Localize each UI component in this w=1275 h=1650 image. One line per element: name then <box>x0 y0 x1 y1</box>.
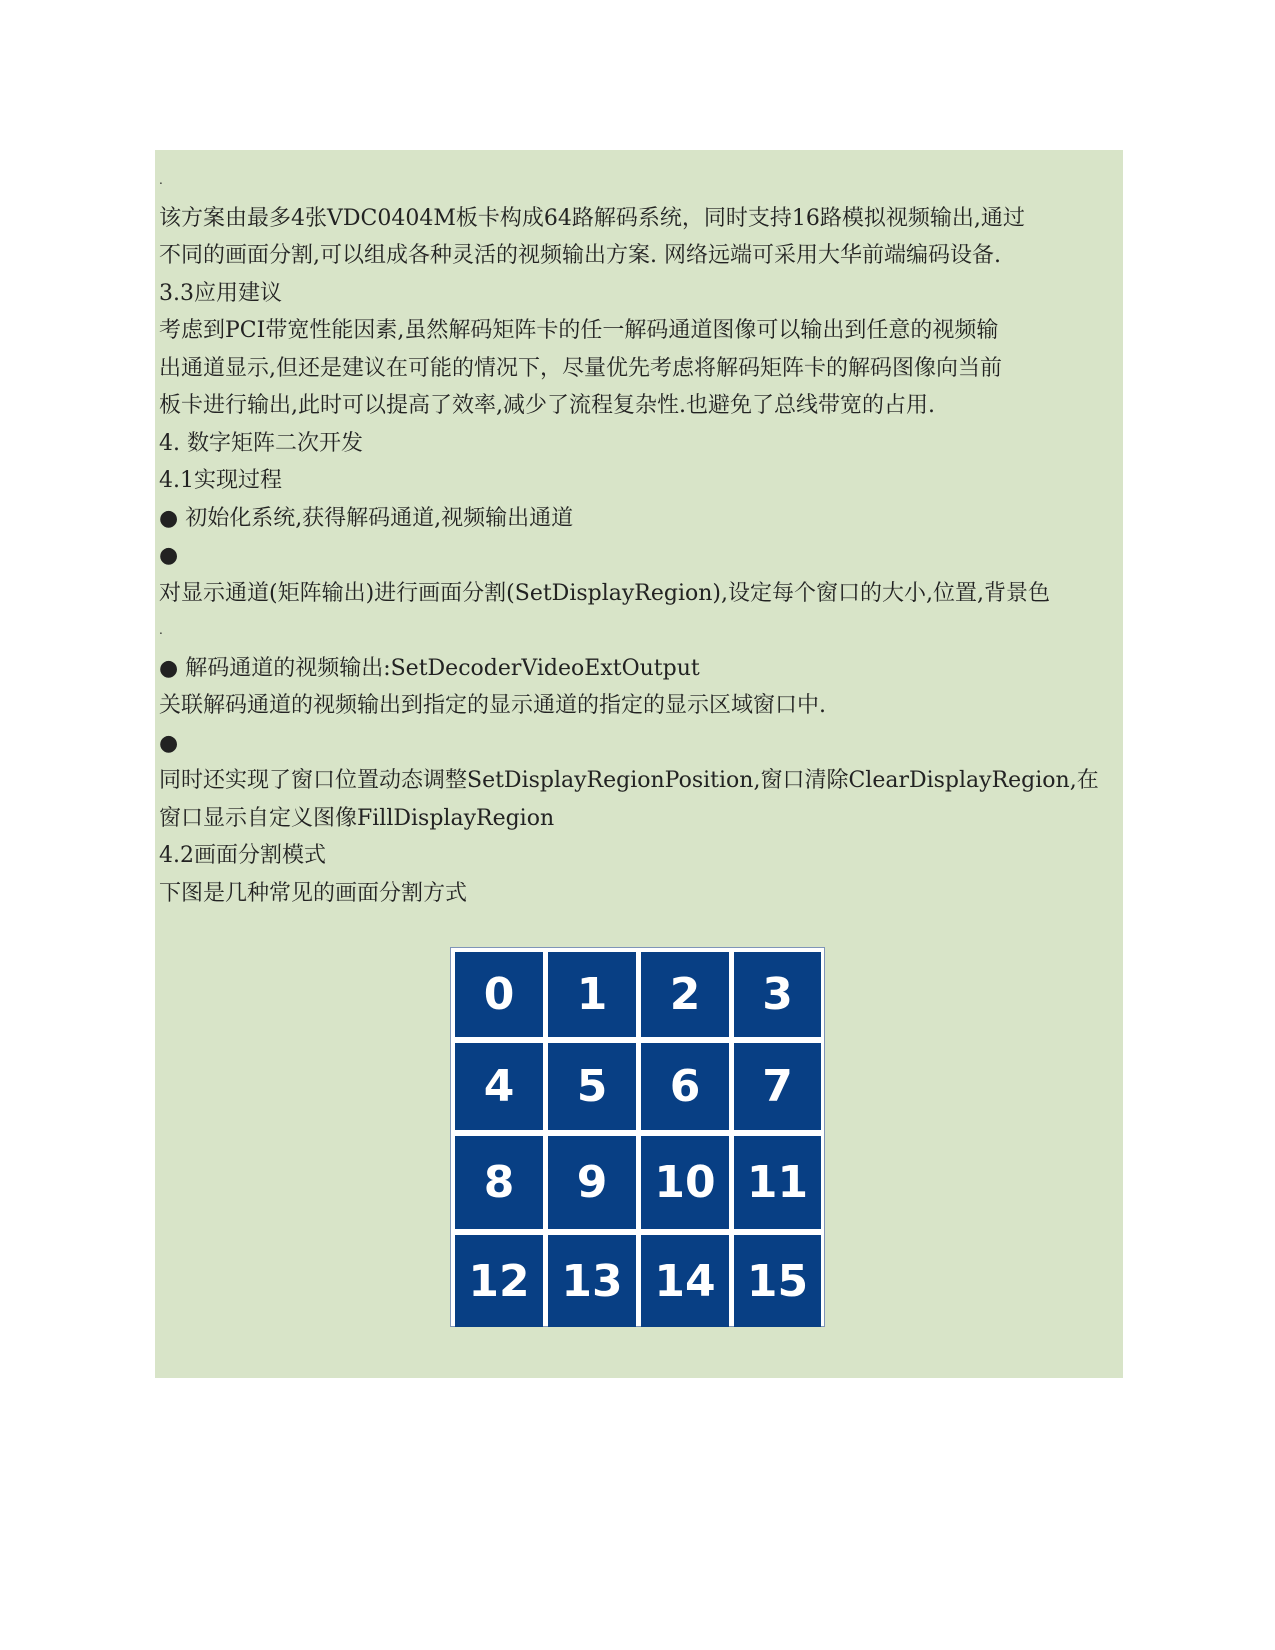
bullet-item: ● <box>159 543 179 568</box>
text-line: 考虑到PCI带宽性能因素,虽然解码矩阵卡的任一解码通道图像可以输出到任意的视频输 <box>159 318 999 343</box>
grid-cell: 10 <box>641 1136 729 1229</box>
grid-cell: 11 <box>734 1136 821 1229</box>
grid-cell: 4 <box>455 1043 543 1130</box>
bullet-item: ● <box>159 730 179 756</box>
grid-cell: 7 <box>734 1043 821 1130</box>
grid-cell: 2 <box>641 952 729 1037</box>
text-line: 板卡进行输出,此时可以提高了效率,减少了流程复杂性.也避免了总线带宽的占用. <box>159 393 935 418</box>
grid-cell: 12 <box>455 1235 543 1327</box>
grid-cell: 14 <box>641 1235 729 1327</box>
grid-cell: 13 <box>548 1235 636 1327</box>
text-line: 出通道显示,但还是建议在可能的情况下，尽量优先考虑将解码矩阵卡的解码图像向当前 <box>159 355 1002 381</box>
section-heading: 3.3应用建议 <box>159 280 282 306</box>
bullet-item: ● 初始化系统,获得解码通道,视频输出通道 <box>159 505 574 531</box>
grid-cell: 0 <box>455 952 543 1037</box>
grid-cell: 1 <box>548 952 636 1037</box>
grid-cell: 15 <box>734 1235 821 1327</box>
text-line: 关联解码通道的视频输出到指定的显示通道的指定的显示区域窗口中. <box>159 693 826 718</box>
grid-cell: 9 <box>548 1136 636 1229</box>
section-heading: 4. 数字矩阵二次开发 <box>159 430 363 456</box>
content-panel <box>155 150 1123 1378</box>
document-text <box>159 162 1121 912</box>
section-heading: 4.2画面分割模式 <box>159 843 326 868</box>
grid-cell: 5 <box>548 1043 636 1130</box>
text-line: 窗口显示自定义图像FillDisplayRegion <box>159 805 555 831</box>
grid-cell: 8 <box>455 1136 543 1229</box>
grid-cell: 3 <box>734 952 821 1037</box>
text-line: 该方案由最多4张VDC0404M板卡构成64路解码系统，同时支持16路模拟视频输出,通过 <box>159 205 1025 231</box>
text-line: . <box>159 173 163 187</box>
text-line: 同时还实现了窗口位置动态调整SetDisplayRegionPosition,窗口清除ClearDisplayRegion,在 <box>159 768 1099 793</box>
bullet-item: ● 解码通道的视频输出:SetDecoderVideoExtOutput <box>159 655 700 681</box>
text-line: 下图是几种常见的画面分割方式 <box>159 880 468 906</box>
text-line: 对显示通道(矩阵输出)进行画面分割(SetDisplayRegion),设定每个窗口的大小,位置,背景色 <box>159 580 1050 606</box>
text-line: 不同的画面分割,可以组成各种灵活的视频输出方案. 网络远端可采用大华前端编码设备. <box>159 243 1001 268</box>
split-screen-grid <box>450 947 825 1327</box>
grid-cell: 6 <box>641 1043 729 1130</box>
section-heading: 4.1实现过程 <box>159 468 282 493</box>
text-line: . <box>159 623 163 637</box>
